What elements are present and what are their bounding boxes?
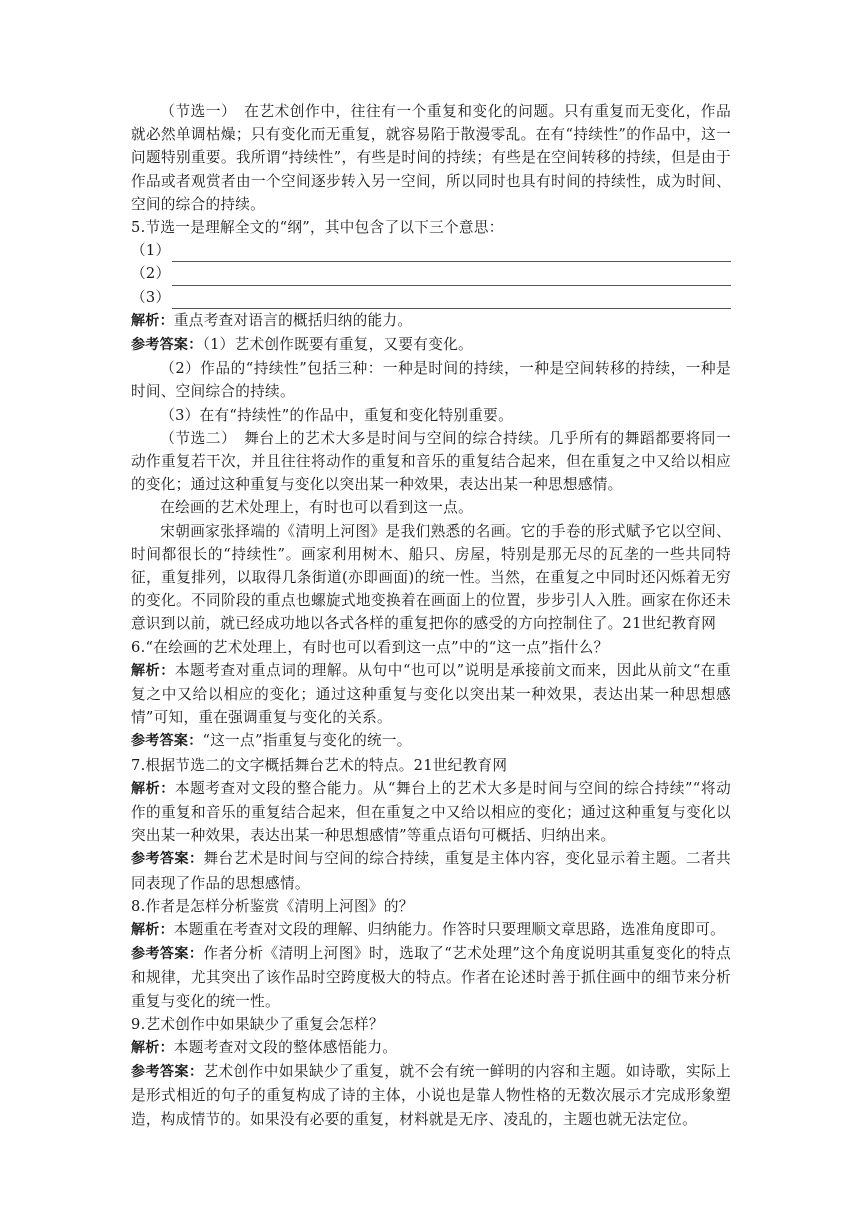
question-5: 5.节选一是理解全文的“纲”，其中包含了以下三个意思：	[131, 219, 504, 237]
question-6: 6.“在绘画的艺术处理上，有时也可以看到这一点”中的“这一点”指什么？	[131, 638, 609, 656]
answer-5	[131, 333, 731, 357]
answer-text: 艺术创作中如果缺少了重复，就不会有统一鲜明的内容和主题。如诗歌，实际上是形式相近的句子的重复构成了诗的主体，小说也是靠人物性格的无数次展示才完成形象塑造，构成情节的。如果没有必要的重复，材料就是无序、凌乱的，主题也就无法定位。	[131, 1063, 732, 1128]
answer-blank-1[interactable]	[131, 239, 731, 262]
analysis-text: 本题考查对重点词的理解。从句中“也可以”说明是承接前文而来，因此从前文“在重复之中又给以相应的变化；通过这种重复与变化以突出某一种效果，表达出某一种思想感情”可知，重在强调重复与变化的关系。	[131, 661, 731, 727]
analysis-8	[131, 918, 731, 942]
question-7: 7.根据节选二的文字概括舞台艺术的特点。21世纪教育网	[131, 756, 508, 774]
blank-rule	[172, 246, 731, 262]
answer-text: 舞台艺术是时间与空间的综合持续，重复是主体内容，变化显示着主题。二者共同表现了作品的思想感情。	[131, 850, 732, 892]
answer-label: 参考答案：	[131, 1064, 204, 1081]
answer-5-point-3: （3）在有“持续性”的作品中，重复和变化特别重要。	[160, 406, 513, 424]
answer-8	[131, 942, 731, 1013]
analysis-5	[131, 309, 731, 333]
blank-rule	[172, 270, 731, 286]
answer-text: （1）艺术创作既要有重复，又要有变化。	[202, 335, 473, 353]
answer-7	[131, 847, 731, 894]
answer-9	[131, 1060, 731, 1131]
answer-label: 参考答案：	[131, 851, 204, 868]
analysis-7	[131, 777, 731, 848]
analysis-text: 本题重在考查对文段的理解、归纳能力。作答时只要理顺文章思路，选准角度即可。	[173, 921, 725, 939]
blank-number: （1）	[131, 242, 171, 260]
answer-text: “这一点”指重复与变化的统一。	[202, 732, 412, 750]
analysis-label: 解析：	[131, 312, 174, 329]
answer-text: 作者分析《清明上河图》时，选取了“艺术处理”这个角度说明其重复变化的特点和规律，尤其突出了该作品时空跨度极大的特点。作者在论述时善于抓住画中的细节来分析重复与变化的统一性。	[131, 945, 731, 1010]
question-8: 8.作者是怎样分析鉴赏《清明上河图》的？	[131, 897, 414, 915]
answer-5-point-2: （2）作品的“持续性”包括三种：一种是时间的持续，一种是空间转移的持续，一种是时间、空间综合的持续。	[131, 360, 731, 401]
analysis-text: 重点考查对语言的概括归纳的能力。	[173, 311, 413, 329]
blank-rule	[172, 293, 731, 309]
blank-number: （2）	[131, 265, 171, 283]
analysis-text: 本题考查对文段的整体感悟能力。	[173, 1039, 398, 1057]
excerpt-two-paragraph-2: 在绘画的艺术处理上，有时也可以看到这一点。	[160, 499, 473, 517]
excerpt-two-paragraph-3: 宋朝画家张择端的《清明上河图》是我们熟悉的名画。它的手卷的形式赋予它以空间、时间都很长的“持续性”。画家利用树木、船只、房屋，特别是那无尽的瓦垄的一些共同特征，重复排列，以取得几条街道(亦即画面)的统一性。当然，在重复之中同时还闪烁着无穷的变化。不同阶段的重点也螺旋式地变换着在画面上的位置，步步引人入胜。画家在你还未意识到以前，就已经成功地以各式各样的重复把你的感受的方向控制住了。21世纪教育网	[131, 522, 731, 633]
analysis-label: 解析：	[131, 780, 175, 797]
answer-blank-2[interactable]	[131, 262, 731, 285]
analysis-9	[131, 1036, 731, 1060]
answer-label: 参考答案：	[131, 946, 204, 963]
excerpt-one-paragraph: （节选一） 在艺术创作中，往往有一个重复和变化的问题。只有重复而无变化，作品就必然单调枯燥；只有变化而无重复，就容易陷于散漫零乱。在有“持续性”的作品中，这一问题特别重要。我所谓“持续性”，有些是时间的持续；有些是在空间转移的持续，但是由于作品或者观赏者由一个空间逐步转入另一空间，所以同时也具有时间的持续性，成为时间、空间的综合的持续。	[131, 103, 731, 213]
analysis-label: 解析：	[131, 662, 175, 679]
document-page	[131, 100, 731, 1131]
answer-label: 参考答案：	[131, 733, 203, 750]
blank-number: （3）	[131, 288, 171, 306]
answer-6	[131, 729, 731, 753]
analysis-6	[131, 659, 731, 730]
analysis-text: 本题考查对文段的整合能力。从“舞台上的艺术大多是时间与空间的综合持续”“将动作的重复和音乐的重复结合起来，但在重复之中又给以相应的变化；通过这种重复与变化以突出某一种效果，表达出某一种思想感情”等重点语句可概括、归纳出来。	[131, 779, 731, 845]
analysis-label: 解析：	[131, 922, 174, 939]
excerpt-two-paragraph: （节选二） 舞台上的艺术大多是时间与空间的综合持续。几乎所有的舞蹈都要将同一动作重复若干次，并且往往将动作的重复和音乐的重复结合起来，但在重复之中又给以相应的变化；通过这种重复与变化以突出某一种效果，表达出某一种思想感情。	[131, 429, 731, 494]
analysis-label: 解析：	[131, 1040, 174, 1057]
question-9: 9.艺术创作中如果缺少了重复会怎样？	[131, 1015, 384, 1033]
answer-blank-3[interactable]	[131, 286, 731, 309]
answer-label: 参考答案：	[131, 336, 203, 353]
